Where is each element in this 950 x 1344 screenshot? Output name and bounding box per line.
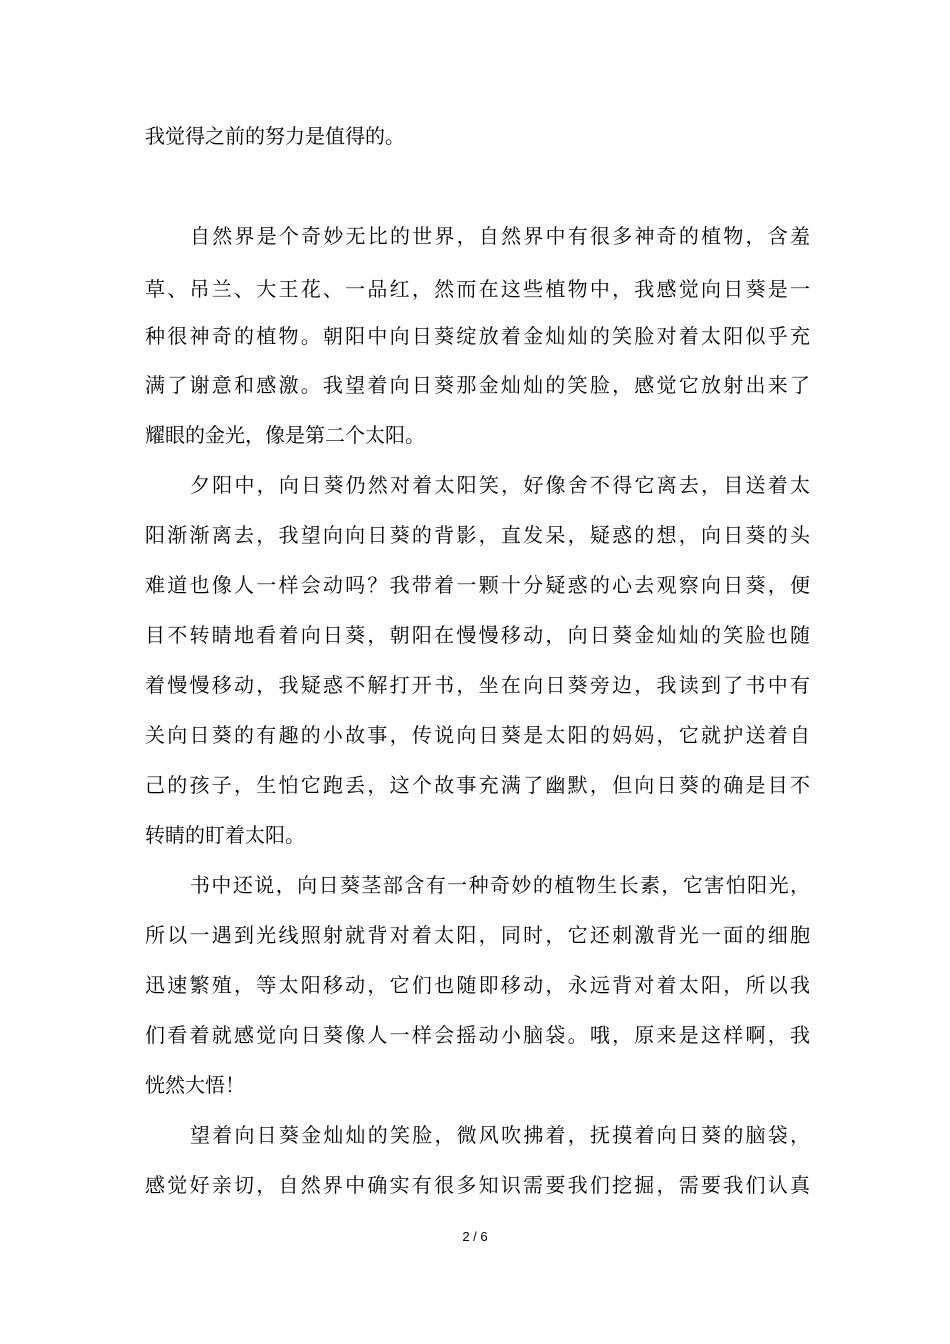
- text-line: 感觉好亲切，自然界中确实有很多知识需要我们挖掘，需要我们认真: [145, 1173, 810, 1197]
- page-number: 2 / 6: [462, 1229, 488, 1244]
- text-line: 满了谢意和感激。我望着向日葵那金灿灿的笑脸，感觉它放射出来了: [145, 373, 810, 397]
- text-line: 种很神奇的植物。朝阳中向日葵绽放着金灿灿的笑脸对着太阳似乎充: [145, 324, 810, 348]
- text-line: 目不转睛地看着向日葵，朝阳在慢慢移动，向日葵金灿灿的笑脸也随: [145, 623, 810, 647]
- paragraph-first-line: 自然界是个奇妙无比的世界，自然界中有很多神奇的植物，含羞: [190, 224, 810, 248]
- text-line: 草、吊兰、大王花、一品红，然而在这些植物中，我感觉向日葵是一: [145, 277, 810, 301]
- text-line: 所以一遇到光线照射就背对着太阳，同时，它还刺激背光一面的细胞: [145, 923, 810, 947]
- text-line: 我觉得之前的努力是值得的。: [145, 124, 405, 148]
- text-line: 己的孩子，生怕它跑丢，这个故事充满了幽默，但向日葵的确是目不: [145, 773, 810, 797]
- text-line: 恍然大悟！: [145, 1073, 245, 1097]
- text-line: 们看着就感觉向日葵像人一样会摇动小脑袋。哦，原来是这样啊，我: [145, 1023, 810, 1047]
- text-line: 阳渐渐离去，我望向向日葵的背影，直发呆，疑惑的想，向日葵的头: [145, 523, 810, 547]
- paragraph-first-line: 书中还说，向日葵茎部含有一种奇妙的植物生长素，它害怕阳光，: [190, 873, 810, 897]
- text-line: 耀眼的金光，像是第二个太阳。: [145, 423, 425, 447]
- text-line: 关向日葵的有趣的小故事，传说向日葵是太阳的妈妈，它就护送着自: [145, 723, 810, 747]
- paragraph-first-line: 夕阳中，向日葵仍然对着太阳笑，好像舍不得它离去，目送着太: [190, 473, 810, 497]
- text-line: 迅速繁殖，等太阳移动，它们也随即移动，永远背对着太阳，所以我: [145, 973, 810, 997]
- text-line: 着慢慢移动，我疑惑不解打开书，坐在向日葵旁边，我读到了书中有: [145, 673, 810, 697]
- text-line: 难道也像人一样会动吗？我带着一颗十分疑惑的心去观察向日葵，便: [145, 573, 810, 597]
- text-line: 转睛的盯着太阳。: [145, 823, 305, 847]
- paragraph-first-line: 望着向日葵金灿灿的笑脸，微风吹拂着，抚摸着向日葵的脑袋，: [190, 1123, 810, 1147]
